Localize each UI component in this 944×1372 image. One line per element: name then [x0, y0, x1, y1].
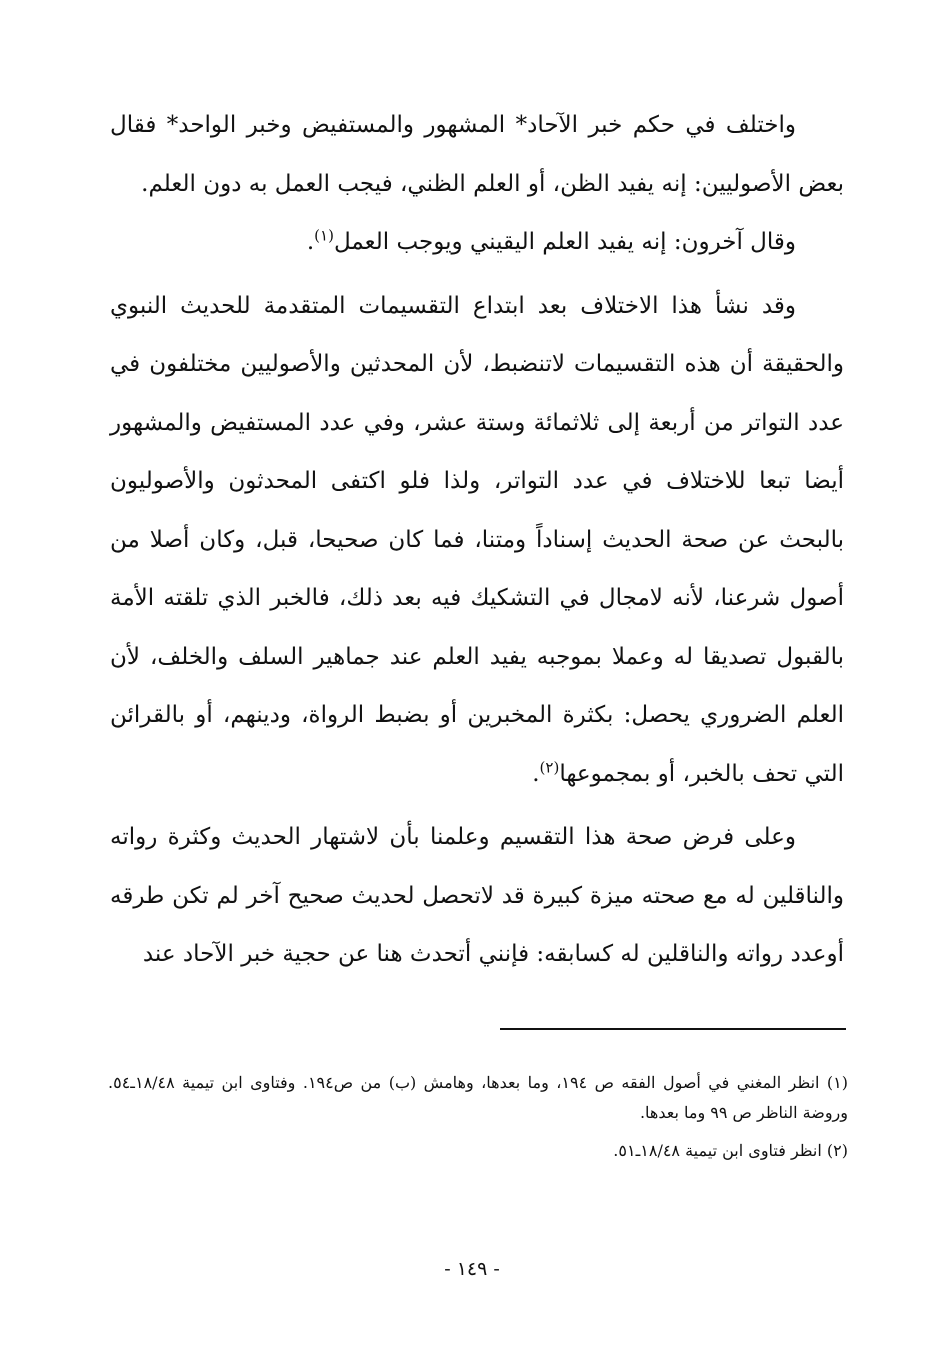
paragraph-3-tail: .	[532, 760, 540, 787]
paragraph-2-text: وقال آخرون: إنه يفيد العلم اليقيني ويوجب العمل	[333, 229, 796, 255]
footnote-2: (٢) انظر فتاوى ابن تيمية ١٨/٤٨ـ٥١.	[613, 1141, 848, 1160]
paragraph-1	[110, 96, 844, 213]
paragraph-3-text: وقد نشأ هذا الاختلاف بعد ابتداع التقسيمات المتقدمة للحديث النبوي والحقيقة أن هذه التقسيمات لاتنضبط، لأن المحدثين والأصوليين مختلفون في عدد التواتر من أربعة إلى ثلاثمائة وستة عشر، وفي عدد المستفيض والمشهور أيضا تبعا للاختلاف في عدد التواتر، ولذا فلو اكتفى المحدثون والأصوليون بالبحث عن صحة الحديث إسناداً ومتنا، فما كان صحيحا، قبل، وكان أصلا من أصول شرعنا، لأنه لامجال في التشكيك فيه بعد ذلك، فالخبر الذي تلقته الأمة بالقبول تصديقا له وعملا بموجبه يفيد العلم عند جماهير السلف والخلف، لأن العلم الضروري يحصل: بكثرة المخبرين أو بضبط الرواة، ودينهم، أو بالقرائن التي تحف بالخبر، أو بمجموعها	[110, 292, 844, 787]
footnote-1: (١) انظر المغني في أصول الفقه ص ١٩٤، وما بعدها، وهامش (ب) من ص١٩٤. وفتاوى ابن تيمية ١٨/٤٨ـ٥٤. وروضة الناظر ص ٩٩ وما بعدها.	[108, 1073, 849, 1122]
paragraph-2-tail: .	[306, 229, 315, 255]
footnote-divider	[500, 1028, 846, 1030]
page-number: - ١٤٩ -	[444, 1258, 500, 1280]
paragraph-4-text: وعلى فرض صحة هذا التقسيم وعلمنا بأن لاشتهار الحديث وكثرة رواته والناقلين له مع صحته ميزة كبيرة قد لاتحصل لحديث صحيح آخر لم تكن طرقه أوعدد رواته والناقلين له كسابقه: فإنني أتحدث هنا عن حجية خبر الآحاد عند	[110, 824, 845, 967]
main-text	[110, 96, 844, 984]
paragraph-1-text: واختلف في حكم خبر الآحاد* المشهور والمستفيض وخبر الواحد* فقال بعض الأصوليين: إنه يفيد الظن، أو العلم الظني، فيجب العمل به دون العلم.	[110, 112, 844, 197]
paragraph-4	[110, 808, 844, 984]
footnote-ref-2: (٢)	[539, 757, 560, 776]
paragraph-2	[110, 213, 844, 272]
footnote-ref-1: (١)	[314, 226, 334, 245]
footnotes	[108, 1068, 848, 1174]
paragraph-3	[110, 277, 844, 804]
